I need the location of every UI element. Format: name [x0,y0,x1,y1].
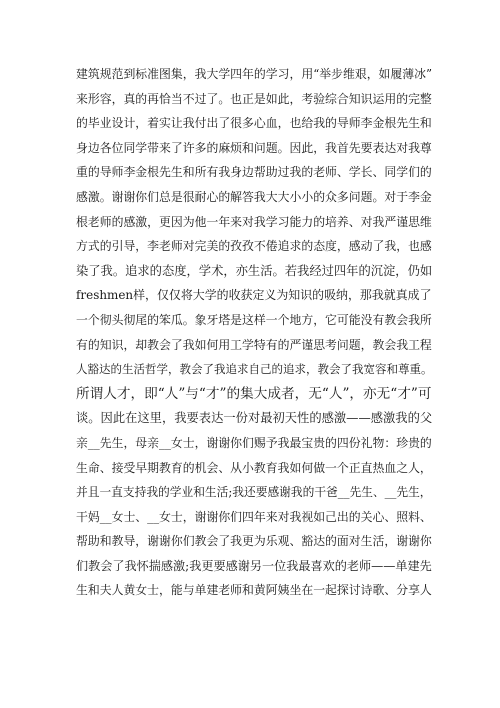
text-line: 帮助和教导，谢谢你们教会了我更为乐观、豁达的面对生活，谢谢你 [76,534,432,549]
text-line: 一个彻头彻尾的笨瓜。象牙塔是这样一个地方，它可能没有教会我所 [76,312,432,327]
text-line: 谈。因此在这里，我要表达一份对最初天性的感激——感激我的父 [76,411,433,426]
text-line: 生命、接受早期教育的机会、从小教育我如何做一个正直热血之人， [76,460,432,475]
text-line: 感激。谢谢你们总是很耐心的解答我大大小小的众多问题。对于李金 [76,189,432,204]
text-line: 重的导师李金根先生和所有我身边帮助过我的老师、学长、同学们的 [76,165,432,180]
body-paragraph [76,62,432,603]
text-line: freshmen样，仅仅将大学的收获定义为知识的吸纳，那我就真成了 [76,288,432,303]
text-line: 来形容，真的再恰当不过了。也正是如此，考验综合知识运用的完整 [76,91,432,106]
text-line: 染了我。追求的态度，学术，亦生活。若我经过四年的沉淀，仍如 [76,263,433,278]
text-line: 所谓人才，即“人”与“才”的集大成者，无“人”，亦无“才”可 [76,385,432,402]
text-line: 方式的引导，李老师对完美的孜孜不倦追求的态度，感动了我，也感 [76,239,432,254]
text-line: 们教会了我怀揣感激;我更要感谢另一位我最喜欢的老师——单建先 [76,558,432,573]
text-line: 生和夫人黄女士，能与单建老师和黄阿姨坐在一起探讨诗歌、分享人 [76,583,432,598]
text-line: 并且一直支持我的学业和生活;我还要感谢我的干爸__先生、__先生， [76,485,432,500]
text-line: 人豁达的生活哲学，教会了我追求自己的追求，教会了我宽容和尊重。 [76,362,433,377]
text-line: 亲__先生，母亲__女士，谢谢你们赐予我最宝贵的四份礼物：珍贵的 [76,435,432,450]
text-line: 有的知识，却教会了我如何用工学特有的严谨思考问题，教会我工程 [76,337,432,352]
text-line: 身边各位同学带来了许多的麻烦和问题。因此，我首先要表达对我尊 [76,140,432,155]
text-line: 的毕业设计，着实让我付出了很多心血，也给我的导师李金根先生和 [76,116,432,131]
text-line: 建筑规范到标准图集，我大学四年的学习，用“举步维艰，如履薄冰” [76,67,433,81]
text-line: 干妈__女士、__女士，谢谢你们四年来对我视如己出的关心、照料、 [76,509,432,524]
text-line: 根老师的感激，更因为他一年来对我学习能力的培养、对我严谨思维 [76,214,432,229]
